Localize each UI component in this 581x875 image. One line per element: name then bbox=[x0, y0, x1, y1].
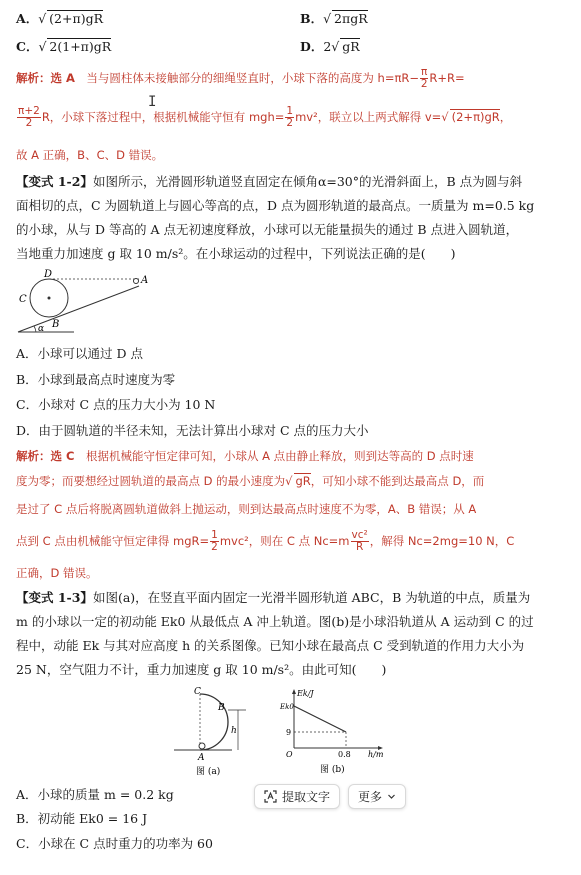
fig-b-x-axis-label: h/m bbox=[368, 750, 384, 759]
q2-option-c: C．小球对 C 点的压力大小为 10 N bbox=[16, 397, 216, 412]
q2-stem-line1: 【变式 1-2】如图所示，光滑圆形轨道竖直固定在倾角α=30°的光滑斜面上，B 点为圆与斜 bbox=[16, 174, 523, 189]
q3-figure-a bbox=[172, 688, 252, 780]
q2-stem-line4: 当地重力加速度 g 取 10 m/s²。在小球运动的过程中，下列说法正确的是( ) bbox=[16, 246, 456, 261]
q3-stem-line4: 25 N，空气阻力不计，重力加速度 g 取 10 m/s²。由此可知( ) bbox=[16, 662, 387, 677]
q2-option-d: D．由于圆轨道的半径未知，无法计算出小球对 C 点的压力大小 bbox=[16, 423, 369, 438]
fig-b-y-axis-label: Ek/J bbox=[297, 689, 314, 698]
chevron-down-icon bbox=[387, 792, 396, 801]
q3-option-a: A．小球的质量 m = 0.2 kg bbox=[16, 787, 174, 802]
fig-label-alpha: α bbox=[38, 324, 45, 334]
q1-option-b: B．√ 2πgR bbox=[300, 11, 368, 26]
fig-label-d: D bbox=[44, 269, 53, 280]
fig-label-a: A bbox=[141, 275, 149, 286]
q2-analysis-line2: 度为零；而要想经过圆轨道的最高点 D 的最小速度为√ gR，可知小球不能到达最高点 D，而 bbox=[16, 474, 485, 488]
q2-option-a: A．小球可以通过 D 点 bbox=[16, 346, 143, 361]
fig-a-label-a: A bbox=[198, 753, 205, 763]
q3-stem-line1: 【变式 1-3】如图(a)，在竖直平面内固定一光滑半圆形轨道 ABC，B 为轨道的中点，质量为 bbox=[16, 590, 531, 605]
q2-option-b: B．小球到最高点时速度为零 bbox=[16, 372, 176, 387]
extract-text-label: 提取文字 bbox=[282, 790, 331, 804]
q1-option-a: A．√ (2+π)gR bbox=[16, 11, 103, 26]
text-cursor-icon: I bbox=[148, 94, 157, 110]
q3-figure-b bbox=[280, 686, 390, 780]
fig-b-nine: 9 bbox=[286, 728, 292, 737]
fig-label-c: C bbox=[19, 294, 27, 305]
fig-b-origin: O bbox=[286, 750, 293, 759]
fig-a-label-c: C bbox=[194, 687, 201, 697]
q2-stem-line2: 面相切的点，C 为圆轨道上与圆心等高的点，D 点为圆形轨道的最高点。一质量为 m=0.5 kg bbox=[16, 198, 535, 213]
q1-analysis-line1: 解析：选 A 当与圆柱体未接触部分的细绳竖直时，小球下落的高度为 h=πR− $\frac{\pi}{2}$ R+R= bbox=[16, 66, 465, 90]
fig-b-x08: 0.8 bbox=[338, 750, 351, 759]
q1-analysis-line2: $\frac{\pi+2}{2}$ R，小球下落过程中，根据机械能守恒有 mgh= $\frac{1}{2}$ mv²，联立以上两式解得 v=√ (2+π)gR， bbox=[18, 105, 512, 129]
more-button[interactable] bbox=[348, 784, 406, 809]
q3-option-b: B．初动能 Ek0 = 16 J bbox=[16, 811, 148, 826]
q2-analysis-line3: 是过了 C 点后将脱离圆轨道做斜上抛运动，则到达最高点时速度不为零，A、B 错误；从 A bbox=[16, 502, 477, 516]
fig-b-ek0: Ek0 bbox=[280, 703, 294, 711]
more-label: 更多 bbox=[358, 790, 383, 804]
q2-stem-line3: 的小球，从与 D 等高的 A 点无初速度释放，小球可以无能量损失的通过 B 点进入圆轨道， bbox=[16, 222, 519, 237]
q2-analysis-line1: 解析：选 C 根据机械能守恒定律可知，小球从 A 点由静止释放，则到达等高的 D 点时速 bbox=[16, 449, 474, 463]
q3-option-c: C．小球在 C 点时重力的功率为 60 bbox=[16, 836, 213, 851]
extract-text-button[interactable] bbox=[254, 784, 340, 809]
q3-stem-line2: m 的小球以一定的初动能 Ek0 从最低点 A 冲上轨道。图(b)是小球沿轨道从 A 运动到 C 的过 bbox=[16, 614, 534, 629]
q1-option-c: C．√ 2(1+π)gR bbox=[16, 39, 112, 54]
q2-analysis-line4: 点到 C 点由机械能守恒定律得 mgR= $\frac{1}{2}$ mvc²，则在 C 点 Nc=m $\frac{\text{vc²}}{R}$ ，解得 Nc=2mg=10 N，C bbox=[16, 529, 515, 553]
q1-option-d: D．2√ gR bbox=[300, 39, 360, 54]
fig-a-caption: 图 (a) bbox=[196, 767, 221, 777]
fig-a-label-b: B bbox=[218, 703, 225, 713]
q3-stem-line3: 程中，动能 Ek 与其对应高度 h 的关系图像。已知小球在最高点 C 受到轨道的作用力大小为 bbox=[16, 638, 525, 653]
fig-a-label-h: h bbox=[231, 726, 237, 736]
fig-b-caption: 图 (b) bbox=[320, 765, 345, 775]
q2-analysis-line5: 正确，D 错误。 bbox=[16, 566, 98, 580]
q1-analysis-line3: 故 A 正确，B、C、D 错误。 bbox=[16, 148, 164, 162]
fig-label-b: B bbox=[52, 319, 60, 330]
q2-incline-figure bbox=[14, 268, 149, 340]
floating-toolbar bbox=[254, 784, 406, 809]
text-scan-icon bbox=[264, 790, 277, 803]
